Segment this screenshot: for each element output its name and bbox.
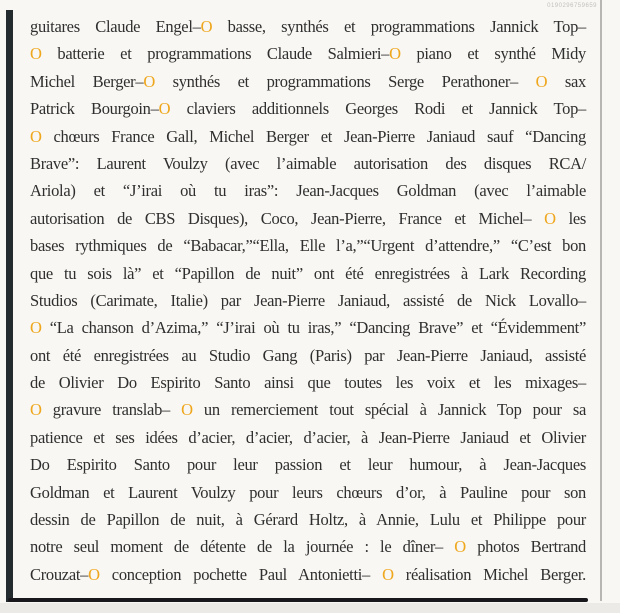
credits-line: Goldman et Laurent Voulzy pour leurs chœurs d’or, à Pauline pour son <box>30 482 586 502</box>
credits-line: Michel Berger–O synthés et programmations Serge Perathoner– O sax <box>30 71 586 91</box>
credits-line: O chœurs France Gall, Michel Berger et Jean-Pierre Janiaud sauf “Dancing <box>30 126 586 146</box>
orange-o-marker: O <box>30 318 42 338</box>
scan-margin <box>0 603 620 613</box>
credits-line: ont été enregistrées au Studio Gang (Paris) par Jean-Pierre Janiaud, assisté <box>30 345 586 365</box>
credits-line: Do Espirito Santo pour leur passion et leur humour, à Jean-Jacques <box>30 455 586 475</box>
orange-o-marker: O <box>544 208 556 228</box>
credits-line: patience et ses idées d’acier, d’acier, d’acier, à Jean-Pierre Janiaud et Olivier <box>30 427 586 447</box>
orange-o-marker: O <box>454 537 466 557</box>
orange-o-marker: O <box>389 44 401 64</box>
catalog-number: 0190296759659 <box>547 3 597 9</box>
orange-o-marker: O <box>30 126 42 146</box>
credits-line: guitares Claude Engel–O basse, synthés et programmations Jannick Top– <box>30 17 586 36</box>
credits-line: Crouzat–O conception pochette Paul Antonietti– O réalisation Michel Berger. <box>30 564 587 584</box>
credits-line: notre seul moment de détente de la journée : le dîner– O photos Bertrand <box>30 537 587 557</box>
orange-o-marker: O <box>382 564 394 584</box>
credits-line: Ariola) et “J’irai où tu iras”: Jean-Jacques Goldman (avec l’aimable <box>30 181 586 201</box>
credits-line: Studios (Carimate, Italie) par Jean-Pierre Janiaud, assisté de Nick Lovallo– <box>30 290 586 310</box>
credits-line: bases rythmiques de “Babacar,”“Ella, Elle l’a,”“Urgent d’attendre,” “C’est bon <box>30 236 586 256</box>
orange-o-marker: O <box>535 71 548 91</box>
credits-line: de Olivier Do Espirito Santo ainsi que toutes les voix et les mixages– <box>30 373 586 393</box>
credits-line: Brave”: Laurent Voulzy (avec l’aimable autorisation des disques RCA/ <box>30 153 586 173</box>
orange-o-marker: O <box>88 564 100 584</box>
orange-o-marker: O <box>30 44 42 64</box>
credits-line: que tu sois là” et “Papillon de nuit” ont été enregistrées à Lark Recording <box>30 263 586 283</box>
credits-line: O batterie et programmations Claude Salmieri–O piano et synthé Midy <box>30 44 586 64</box>
orange-o-marker: O <box>181 400 193 420</box>
credits-line: Patrick Bourgoin–O claviers additionnels Georges Rodi et Jannick Top– <box>30 99 586 119</box>
credits-line: O gravure translab– O un remerciement tout spécial à Jannick Top pour sa <box>30 400 587 420</box>
page-gutter-bar <box>6 10 13 602</box>
credits-line: dessin de Papillon de nuit, à Gérard Holtz, à Annie, Lulu et Philippe pour <box>30 510 586 530</box>
orange-o-marker: O <box>30 400 42 420</box>
orange-o-marker: O <box>158 99 171 119</box>
page-edge-line <box>600 0 602 601</box>
orange-o-marker: O <box>200 17 213 36</box>
credits-line: O “La chanson d’Azima,” “J’irai où tu iras,” “Dancing Brave” et “Évidemment” <box>30 318 586 338</box>
credits-text <box>30 13 586 588</box>
orange-o-marker: O <box>143 71 155 91</box>
credits-line: autorisation de CBS Disques), Coco, Jean-Pierre, France et Michel– O les <box>30 208 586 228</box>
page-bottom-rule <box>8 598 588 602</box>
